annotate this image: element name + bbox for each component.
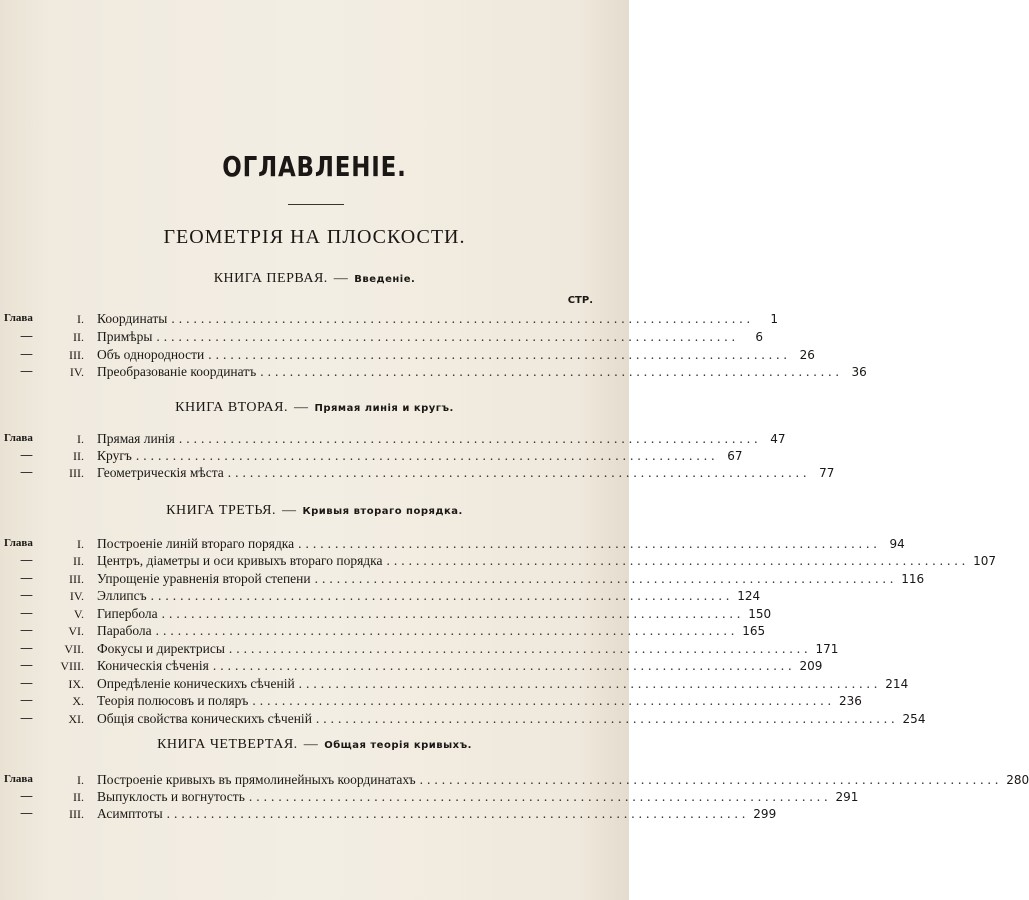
chapter-title: Геометрическiя мѣста	[97, 465, 224, 480]
toc-row[interactable]	[4, 311, 778, 327]
chapter-title: Парабола	[97, 623, 152, 638]
page-number: 94	[889, 537, 905, 551]
dot-leader: ...............................................................................	[248, 789, 832, 804]
dot-leader: ...............................................................................	[161, 606, 745, 621]
chapter-title: Гипербола	[97, 606, 158, 621]
chapter-dash: —	[20, 789, 33, 804]
chapter-number: VIII.	[60, 659, 84, 673]
dot-leader: ...............................................................................	[227, 465, 811, 480]
page-title: ОГЛАВЛЕНIЕ.	[222, 150, 407, 183]
page-number: 26	[799, 348, 815, 362]
dot-leader: ...............................................................................	[208, 347, 791, 362]
page-number: 171	[815, 642, 839, 656]
page-number: 1	[770, 312, 778, 326]
chapter-title: Центръ, дiаметры и оси кривыхъ втораго порядка	[97, 553, 383, 568]
chapter-dash: —	[20, 658, 33, 673]
book-subtitle: Введенiе.	[354, 274, 416, 285]
chapter-dash: —	[20, 571, 33, 586]
title-rule	[288, 204, 344, 205]
chapter-number: XI.	[68, 712, 84, 726]
book-heading-4	[0, 737, 629, 753]
chapter-label: Глава	[4, 537, 33, 549]
chapter-title: Теорiя полюсовъ и поляръ	[97, 693, 249, 708]
toc-row[interactable]	[4, 693, 862, 709]
chapter-title: Кругъ	[97, 448, 132, 463]
dot-leader: ...............................................................................	[298, 676, 882, 691]
page-number: 116	[901, 572, 925, 586]
page-number: 291	[835, 790, 859, 804]
chapter-dash: —	[20, 329, 33, 344]
chapter-number: III.	[69, 466, 84, 480]
toc-row[interactable]	[4, 553, 997, 569]
chapter-number: II.	[73, 554, 84, 568]
chapter-title: Выпуклость и вогнутость	[97, 789, 245, 804]
page-number: 107	[973, 554, 997, 568]
page-number: 6	[755, 330, 764, 344]
dot-leader: ...............................................................................	[314, 571, 898, 586]
book-title: КНИГА ПЕРВАЯ.	[213, 271, 328, 286]
page-number: 236	[839, 694, 862, 708]
toc-row[interactable]	[4, 806, 777, 822]
toc-row[interactable]	[4, 364, 867, 380]
chapter-title: Фокусы и директрисы	[97, 641, 225, 656]
toc-row[interactable]	[4, 658, 823, 674]
toc-row[interactable]	[4, 641, 839, 657]
page-number: 77	[819, 466, 835, 480]
chapter-number: X.	[72, 694, 84, 708]
chapter-title: Опредѣленiе коническихъ сѣченiй	[97, 676, 295, 691]
book-heading-2	[0, 400, 629, 416]
dot-leader: ...............................................................................	[166, 806, 750, 821]
page-number: 254	[902, 712, 926, 726]
chapter-title: Эллипсъ	[97, 588, 147, 603]
chapter-label: Глава	[4, 312, 33, 324]
dot-leader: ...............................................................................	[150, 588, 734, 603]
page-number: 150	[748, 607, 772, 621]
chapter-title: Построенiе линiй втораго порядка	[97, 536, 295, 551]
chapter-title: Построенiе кривыхъ въ прямолинейныхъ координатахъ	[97, 772, 416, 787]
part-subtitle: ГЕОМЕТРIЯ НА ПЛОСКОСТИ.	[163, 226, 466, 248]
chapter-title: Координаты	[97, 311, 168, 326]
book-title: КНИГА ТРЕТЬЯ.	[166, 503, 276, 518]
chapter-number: II.	[73, 330, 84, 344]
chapter-number: VI.	[68, 624, 84, 638]
dot-leader: ...............................................................................	[419, 772, 1003, 787]
toc-row[interactable]	[4, 465, 835, 481]
page-number: 280	[1006, 773, 1029, 787]
chapter-dash: —	[20, 448, 33, 463]
page-column-header: СТР.	[567, 295, 593, 306]
dot-leader: ...............................................................................	[228, 641, 812, 656]
page-number: 67	[727, 449, 743, 463]
book-subtitle: Общая теорiя кривыхъ.	[324, 740, 472, 751]
chapter-title: Асимптоты	[97, 806, 163, 821]
page-number: 299	[753, 807, 777, 821]
page-number: 36	[851, 365, 867, 379]
book-separator: —	[293, 400, 309, 415]
chapter-number: V.	[73, 607, 84, 621]
dot-leader: ...............................................................................	[135, 448, 719, 463]
chapter-number: I.	[77, 312, 84, 326]
chapter-number: IV.	[69, 589, 84, 603]
dot-leader: ...............................................................................	[260, 364, 843, 379]
chapter-number: I.	[77, 773, 84, 787]
chapter-number: III.	[69, 348, 84, 362]
book-subtitle: Прямая линiя и кругъ.	[314, 403, 454, 414]
chapter-dash: —	[20, 364, 33, 379]
toc-row[interactable]	[4, 676, 909, 692]
chapter-dash: —	[20, 676, 33, 691]
book-heading-1	[0, 271, 629, 287]
chapter-number: III.	[69, 807, 84, 821]
chapter-dash: —	[20, 806, 33, 821]
toc-row[interactable]	[4, 536, 905, 552]
page-number: 165	[742, 624, 766, 638]
chapter-dash: —	[20, 693, 33, 708]
book-separator: —	[333, 271, 349, 286]
page-number: 124	[737, 589, 761, 603]
toc-row[interactable]	[4, 623, 766, 639]
toc-row[interactable]	[4, 606, 772, 622]
chapter-title: Преобразованiе координатъ	[97, 364, 257, 379]
book-separator: —	[281, 503, 297, 518]
chapter-number: IV.	[69, 365, 84, 379]
chapter-title: Объ однородности	[97, 347, 205, 362]
chapter-number: II.	[73, 449, 84, 463]
book-title: КНИГА ЧЕТВЕРТАЯ.	[157, 737, 298, 752]
chapter-dash: —	[20, 553, 33, 568]
chapter-number: I.	[77, 432, 84, 446]
toc-row[interactable]	[4, 789, 859, 805]
dot-leader: ...............................................................................	[252, 693, 836, 708]
chapter-dash: —	[20, 465, 33, 480]
toc-row[interactable]	[4, 588, 761, 604]
page-number: 214	[885, 677, 909, 691]
dot-leader: ...............................................................................	[315, 711, 899, 726]
dot-leader: ...............................................................................	[178, 431, 762, 446]
dot-leader: ...............................................................................	[156, 329, 740, 344]
dot-leader: ...............................................................................	[212, 658, 796, 673]
chapter-dash: —	[20, 641, 33, 656]
chapter-title: Общiя свойства коническихъ сѣченiй	[97, 711, 312, 726]
chapter-dash: —	[20, 347, 33, 362]
chapter-label: Глава	[4, 432, 33, 444]
chapter-number: VII.	[64, 642, 84, 656]
chapter-label: Глава	[4, 773, 33, 785]
book-subtitle: Кривыя втораго порядка.	[302, 506, 463, 517]
chapter-dash: —	[20, 711, 33, 726]
toc-row[interactable]	[4, 571, 925, 587]
dot-leader: ...............................................................................	[171, 311, 754, 326]
toc-row[interactable]	[4, 448, 743, 464]
book-title: КНИГА ВТОРАЯ.	[175, 400, 288, 415]
chapter-number: II.	[73, 790, 84, 804]
chapter-title: Упрощенiе уравненiя второй степени	[97, 571, 311, 586]
chapter-dash: —	[20, 588, 33, 603]
chapter-number: I.	[77, 537, 84, 551]
dot-leader: ...............................................................................	[155, 623, 739, 638]
chapter-number: IX.	[68, 677, 84, 691]
toc-row[interactable]	[4, 711, 926, 727]
chapter-title: Прямая линiя	[97, 431, 175, 446]
toc-row[interactable]	[4, 329, 764, 345]
chapter-dash: —	[20, 623, 33, 638]
toc-row[interactable]	[4, 431, 786, 447]
chapter-title: Примѣры	[97, 329, 153, 344]
toc-row[interactable]	[4, 772, 1029, 788]
book-separator: —	[303, 737, 319, 752]
page-number: 47	[770, 432, 786, 446]
chapter-number: III.	[69, 572, 84, 586]
chapter-dash: —	[20, 606, 33, 621]
page-number: 209	[799, 659, 823, 673]
chapter-title: Коническiя сѣченiя	[97, 658, 209, 673]
book-heading-3	[0, 503, 629, 519]
toc-row[interactable]	[4, 347, 815, 363]
dot-leader: ...............................................................................	[386, 553, 970, 568]
dot-leader: ...............................................................................	[298, 536, 881, 551]
